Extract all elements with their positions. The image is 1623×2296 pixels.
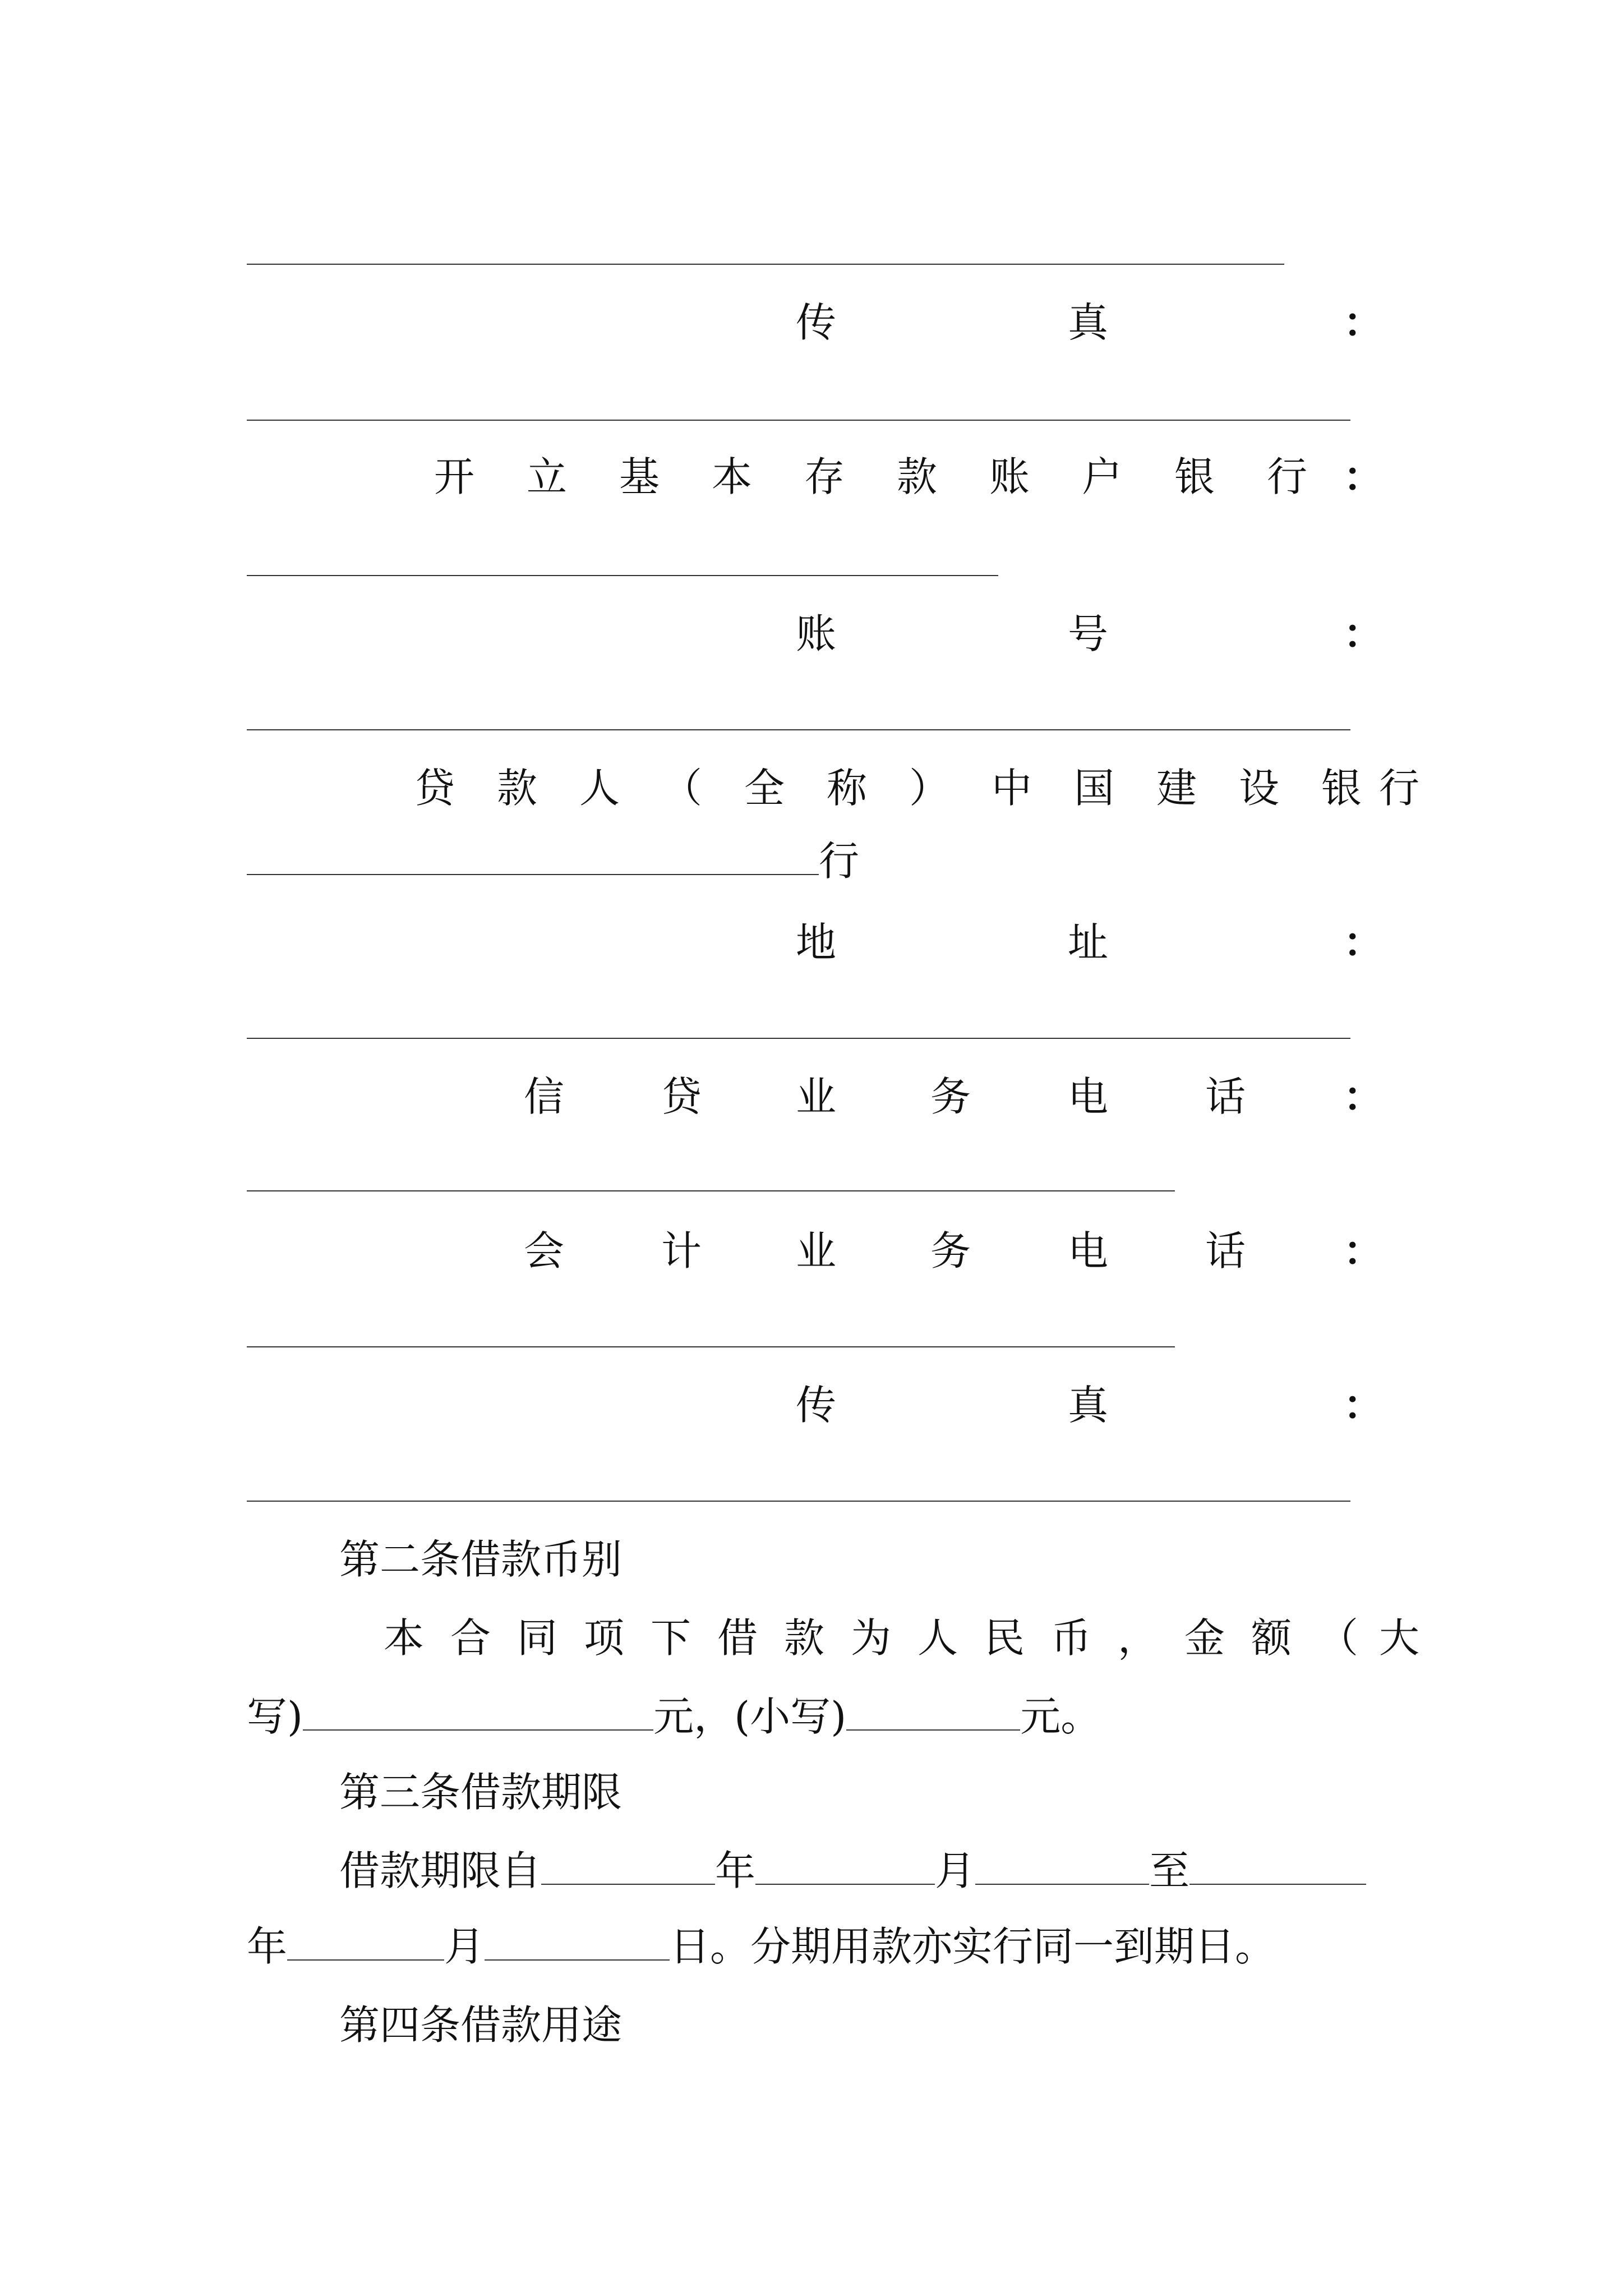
article-3-title: 第三条借款期限: [339, 1769, 623, 1816]
label-char: （: [661, 765, 702, 812]
body-char: 款: [783, 1614, 824, 1662]
field-basic-account-bank: [247, 446, 1391, 508]
label-colon: ：: [1343, 298, 1384, 346]
fill-line: [247, 1038, 1350, 1039]
label-char: 银: [1321, 765, 1362, 812]
label-char: 存: [804, 453, 845, 500]
label-char: 务: [930, 1227, 971, 1274]
fill-line: [247, 264, 1284, 265]
article-4-title: 第四条借款用途: [339, 2001, 623, 2049]
fill-blank-end-day: [485, 1920, 670, 1961]
label-char: 话: [1205, 1227, 1246, 1274]
fill-blank-start-month: [755, 1844, 935, 1885]
label-char: 中: [991, 765, 1032, 812]
body-text: 至: [1149, 1847, 1190, 1894]
label-char: 传: [795, 299, 836, 346]
label-char: 行: [1266, 453, 1307, 500]
label-char: 银: [1174, 453, 1215, 500]
field-accounting-phone: [247, 1220, 1391, 1282]
label-char: 地: [795, 919, 836, 966]
label-char: ）: [909, 765, 949, 812]
label-char: 真: [1067, 1382, 1108, 1429]
label-char: 电: [1067, 1073, 1108, 1120]
label-colon: ：: [1343, 1227, 1384, 1274]
label-char: 基: [619, 453, 660, 500]
label-char: 款: [896, 453, 937, 500]
body-text: 日。分期用款亦实行同一到期日。: [670, 1923, 1276, 1970]
body-char: 民: [984, 1614, 1025, 1662]
field-lender-name: [247, 757, 1419, 819]
body-char: 大: [1378, 1614, 1419, 1662]
body-char: 人: [917, 1614, 958, 1662]
article-2-title: 第二条借款币别: [339, 1536, 623, 1583]
body-text: 月: [444, 1923, 485, 1970]
label-char: 人: [579, 765, 620, 812]
label-char: 贷: [661, 1073, 702, 1120]
field-fax-party-a: [247, 292, 1391, 353]
body-char: 项: [583, 1614, 624, 1662]
label-char: 号: [1067, 610, 1108, 657]
body-char: ，: [1117, 1614, 1158, 1662]
article-2-line-1: [247, 1607, 1419, 1669]
field-account-number: [247, 603, 1391, 665]
label-char: 业: [795, 1073, 836, 1120]
body-text: 借款期限自: [339, 1847, 542, 1894]
body-text: 月: [935, 1847, 976, 1894]
label-char: 信: [523, 1073, 564, 1120]
fill-blank-end-year-prefix: [1189, 1844, 1366, 1885]
label-char: 国: [1073, 765, 1114, 812]
label-char: 设: [1238, 765, 1279, 812]
fill-line: [247, 729, 1350, 730]
article-3-line-1: [339, 1840, 1366, 1902]
article-3-line-2: [247, 1916, 1275, 1977]
body-char: 合: [450, 1614, 491, 1662]
label-colon: ：: [1343, 610, 1384, 657]
label-char: 务: [930, 1073, 971, 1120]
label-char: 全: [744, 765, 785, 812]
label-char: 开: [434, 453, 474, 500]
body-text: 年: [715, 1847, 756, 1894]
body-char: （: [1317, 1614, 1358, 1662]
label-char: 建: [1156, 765, 1197, 812]
label-char: 户: [1081, 453, 1122, 500]
label-char: 真: [1067, 299, 1108, 346]
body-char: 本: [383, 1614, 424, 1662]
label-colon: ：: [1343, 453, 1384, 500]
label-colon: ：: [1343, 1073, 1384, 1120]
fill-line: [247, 575, 998, 576]
fill-blank-amount-lower: [846, 1690, 1020, 1731]
label-char: 立: [526, 453, 567, 500]
body-char: 金: [1184, 1614, 1225, 1662]
label-char: 款: [496, 765, 537, 812]
field-credit-phone: [247, 1066, 1391, 1128]
label-colon: ：: [1343, 918, 1384, 966]
fill-line: [247, 1501, 1350, 1502]
article-2-line-2: [247, 1686, 1101, 1747]
label-char: 电: [1067, 1227, 1108, 1274]
body-text: 写): [247, 1693, 303, 1740]
body-text: 元。: [1020, 1693, 1101, 1740]
body-char: 为: [850, 1614, 891, 1662]
label-char: 话: [1205, 1073, 1246, 1120]
field-fax-lender: [247, 1374, 1391, 1436]
lender-branch-line: [247, 830, 859, 892]
label-char: 称: [826, 765, 867, 812]
label-char: 会: [523, 1227, 564, 1274]
label-char: 账: [795, 610, 836, 657]
body-char: 下: [650, 1614, 691, 1662]
body-text: 元，(小写): [653, 1693, 847, 1740]
label-char: 账: [989, 453, 1030, 500]
label-char: 业: [795, 1227, 836, 1274]
fill-blank-end-month: [287, 1920, 444, 1961]
label-char: 行: [1378, 765, 1419, 812]
field-address: [247, 912, 1391, 973]
label-char: 贷: [414, 765, 455, 812]
label-char: 址: [1067, 919, 1108, 966]
fill-blank-start-year: [541, 1844, 715, 1885]
body-char: 币: [1050, 1614, 1091, 1662]
fill-blank-amount-upper: [303, 1690, 653, 1731]
body-char: 额: [1251, 1614, 1292, 1662]
body-char: 同: [517, 1614, 557, 1662]
fill-line: [247, 1190, 1175, 1191]
lender-suffix: 行: [819, 838, 860, 885]
fill-blank: [247, 835, 819, 875]
fill-line: [247, 420, 1350, 421]
fill-blank-start-day: [975, 1844, 1149, 1885]
label-char: 计: [661, 1227, 702, 1274]
fill-line: [247, 1346, 1175, 1347]
label-char: 本: [711, 453, 752, 500]
body-text: 年: [247, 1923, 288, 1970]
body-char: 借: [717, 1614, 758, 1662]
label-colon: ：: [1343, 1381, 1384, 1429]
label-char: 传: [795, 1382, 836, 1429]
